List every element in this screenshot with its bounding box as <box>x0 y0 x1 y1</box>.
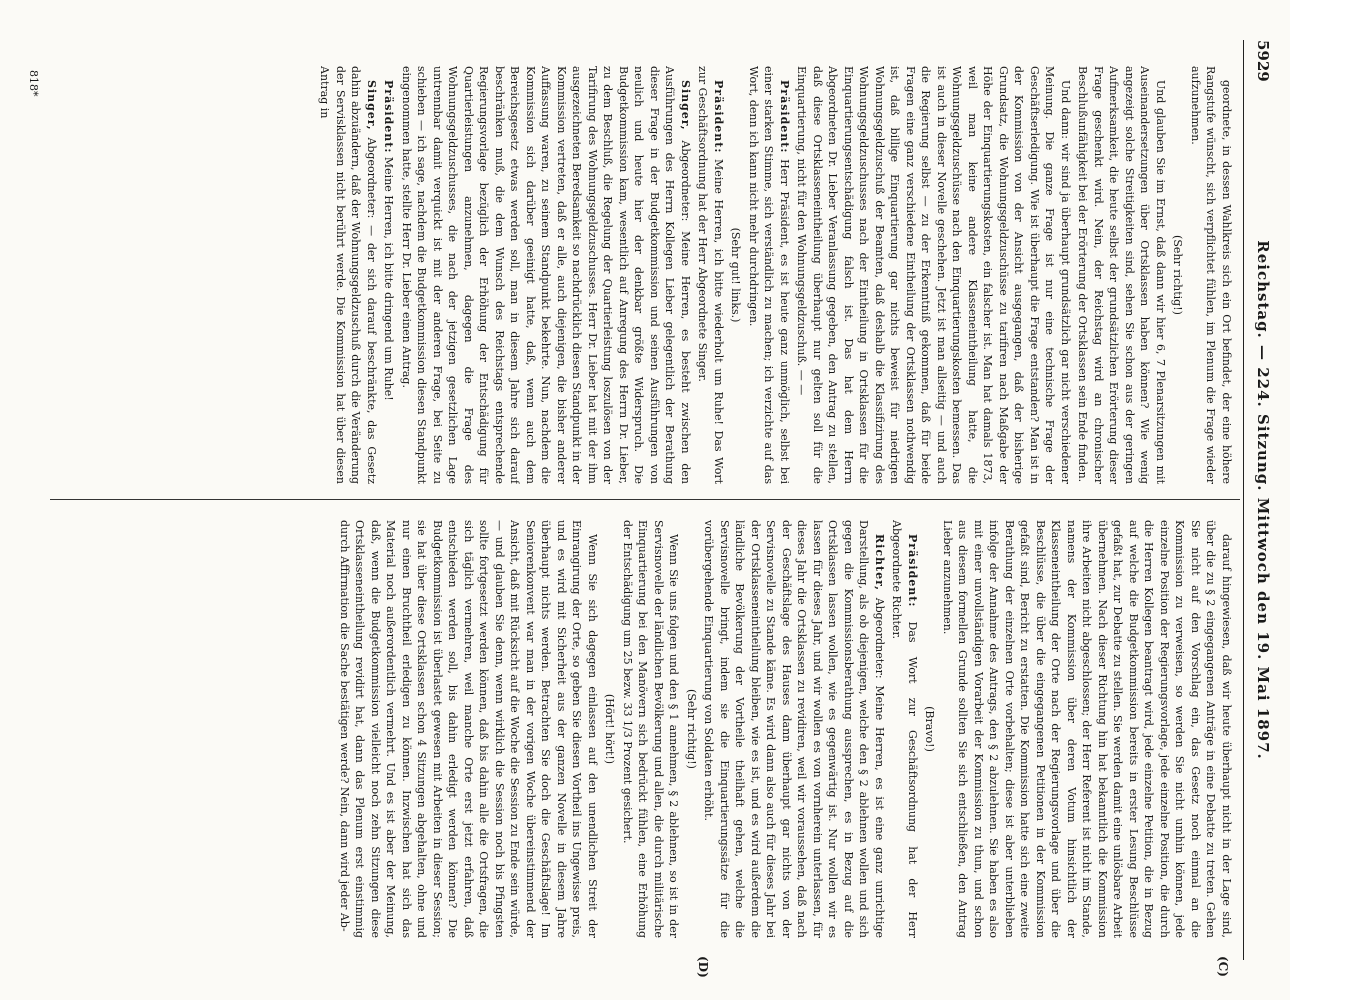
header-rule <box>1243 40 1244 960</box>
speaker-name: Präsident: <box>712 80 725 154</box>
paragraph <box>1075 66 1168 484</box>
speaker-name: Präsident: <box>906 534 919 608</box>
paragraph <box>695 66 726 484</box>
paragraph-text: Abgeordneter: — der sich darauf beschränkte, das Gesetz dahin abzuändern, daß der Wohnungsgeldzuschuß durch die Veränderung der Servisklassen nicht berührt werde. Die Kommission hat über diesen Antrag in <box>318 66 378 484</box>
paragraph-text: Das Wort zur Geschäftsordnung hat der Herr Abgeordnete Richter. <box>890 520 919 938</box>
paragraph <box>1188 66 1235 484</box>
paragraph <box>381 66 397 484</box>
speaker-name: Richter, <box>873 534 886 591</box>
speaker-name: Singer, <box>679 80 692 131</box>
paragraph-text: Meine Herren, ich bitte dringend um Ruhe! <box>382 156 396 401</box>
paragraph-text: geordnete, in dessen Wahlkreis sich ein Ort befindet, der eine höhere Rangstufe wünscht, sich verpflichtet fühlen, im Plenum die Frage wieder aufzunehmen. <box>1189 66 1233 484</box>
page-number: 5929 <box>1254 40 1272 82</box>
paragraph-text: (Sehr richtig!) <box>685 689 698 769</box>
paragraph-text: Herr Präsident, es ist heute ganz unmöglich, selbst bei einer starken Stimme, sich verständlich zu machen; ich verzichte auf das Wort, denn ich kann nicht mehr durchdringen. <box>747 66 791 484</box>
paragraph-text: Abgeordneter: Meine Herren, es besteht zwischen den Ausführungen des Herrn Kollegen Lieber gelegentlich der Berathung dieser Frage in der Budgetkommission und seinen Ausführungen von neulich und heute hier der denkbar größte Widerspruch. Die Budgetkommission kam, wesentlich auf Anregung des Herrn Dr. Lieber, zu dem Beschluß, die Regelung der Quartierleistung loszulösen von der Tarifirung des Wohnungsgeldzuschusses. Herr Dr. Lieber hat mit der ihm ausgezeichneten Beredsamkeit so nachdrücklich diesen Standpunkt in der Kommission vertreten, daß er alle, auch diejenigen, die bisher anderer Auffassung waren, zu seinem Standpunkt bekehrte. Nun, nachdem die Kommission sich darüber geeinigt hatte, daß, wenn auch dem Bereichsgesetz etwas werden soll, man in diesem Jahre sich darauf beschränken muß, die dem Wunsch des Reichstags entsprechende Regierungsvorlage bezüglich der Erhöhung der Entschädigung für Quartierleistungen anzunehmen, dagegen die Frage des Wohnungsgeldzuschusses, die nach der jetzigen gesetzlichen Lage untrennbar damit verquickt ist mit der anderen Frage, bei Seite zu schieben — ich sage, nachdem die Budgetkommission diesen Standpunkt eingenommen hatte, stellte Herr Dr. Lieber einen Antrag. <box>400 66 692 484</box>
margin-marker-d: (D) <box>696 956 710 978</box>
paragraph-text: Und glauben Sie im Ernst, daß dann wir hier 6, 7 Plenarsitzungen mit Auseinandersetzungen über Ortsklassen haben können? Wie wenig angezeigt solche Streitigkeiten sind, sehen Sie schon aus der geringen Aufmerksamkeit, die heute selbst der grundsätzlichen Erörterung dieser Frage geschenkt wird. Nein, der Reichstag wird an chronischer Beschlußunfähigkeit bei der Erörterung der Ortsklassen sein Ende finden. <box>1076 66 1167 484</box>
paragraph-text: (Bravo!) <box>923 706 937 752</box>
column-divider <box>50 499 1240 500</box>
paragraph <box>620 520 682 938</box>
margin-marker-c: (C) <box>1216 956 1230 977</box>
paragraph <box>337 520 601 938</box>
speaker-name: Präsident: <box>778 80 791 154</box>
paragraph <box>794 66 1073 484</box>
speaker-name: Singer, <box>365 80 378 131</box>
paragraph <box>940 520 1235 938</box>
page-title: Reichstag. — 224. Sitzung. Mittwoch den 19. Mai 1897. <box>1254 240 1272 760</box>
interjection <box>1170 66 1186 484</box>
paragraph <box>399 66 694 484</box>
page-footer: 818* <box>27 70 40 97</box>
interjection <box>684 520 700 938</box>
right-column <box>54 520 1234 938</box>
paragraph-text: (Sehr gut! links.) <box>729 227 743 323</box>
paragraph-text: darauf hingewiesen, daß wir heute überhaupt nicht in der Lage sind, über die zu § 2 eingegangenen Anträge in eine Debatte zu treten. Gehen Sie nicht auf den Vorschlag ein, das Gesetz noch einmal an die Kommission zu verweisen, so werden Sie nicht umhin können, jede einzelne Position der Regierungsvorlage, jede einzelne Position, die durch die Herren Kollegen beantragt wird, jede einzelne Petition, die in Bezug auf welche die Budgetkommission bereits in erster Lesung Beschlüsse gefaßt hat, zur Debatte zu stellen. Sie werden damit eine unlösbare Arbeit übernehmen. Nach dieser Richtung hin hat bekanntlich die Kommission ihre Arbeiten nicht abgeschlossen; der Herr Referent ist nicht im Stande, namens der Kommission über deren Votum hinsichtlich der Klasseneintheilung der Orte nach der Regierungsvorlage und über die Beschlüsse, die über die eingegangenen Petitionen in der Kommission gefaßt sind, Bericht zu erstatten. Die Kommission hatte sich eine zweite Berathung der einzelnen Orte vorbehalten; diese ist aber unterblieben infolge der Annahme des Antrags, den § 2 abzulehnen. Sie haben es also mit einer unvollständigen Vorarbeit der Kommission zu thun, und schon aus diesem formellen Grunde sollten Sie sich entschließen, den Antrag Lieber anzunehmen. <box>941 520 1233 938</box>
paragraph-text: Meine Herren, ich bitte wiederholt um Ruhe! Das Wort zur Geschäftsordnung hat der Herr Abgeordnete Singer. <box>696 66 725 484</box>
paragraph-text: Abgeordneter: Meine Herren, es ist eine ganz unrichtige Darstellung, als ob diejenigen, welche den § 2 ablehnen wollen und sich gegen die Kommissionsberathung aussprechen, es in Bezug auf die Ortsklassen lassen wollen, wie es gegenwärtig ist. Nur wollen wir es lassen für dieses Jahr, und wir wollen es von vornherein unterlassen, für dieses Jahr die Ortsklassen zu revidiren, weil wir voraussehen, daß nach der Geschäftslage des Hauses dann überhaupt gar nichts von der Servisnovelle zu Stande käme. Es wird dann also auch für dieses Jahr bei der Ortsklasseneintheilung bleiben, wie es ist, und es wird außerdem die ländliche Bevölkerung der Vortheile theilhaft gehen, welche die Servisnovelle bringt, indem sie die Einquartierungssätze für die vorübergehende Einquartierung von Soldaten erhöht. <box>702 520 886 938</box>
speaker-name: Präsident: <box>382 80 396 154</box>
paragraph-text: Und dann: wir sind ja überhaupt grundsätzlich gar nicht verschiedener Meinung. Die ganze Frage ist nur eine technische Frage der Geschäftserledigung. Wie ist überhaupt die Frage entstanden? Man ist in der Kommission von der Ansicht ausgegangen, daß der bisherige Grundsatz, die Wohnungsgeldzuschüsse zu tarifiren nach Maßgabe der Höhe der Einquartierungskosten, ein falscher ist. Man hat damals 1873, weil man keine andere Klasseneintheilung hatte, die Wohnungsgeldzuschüsse nach den Einquartierungskosten bemessen. Das ist auch in dieser Novelle geschehen. Jetzt ist man allseitig — und auch die Regierung selbst — zu der Erkenntniß gekommen, daß für beide Fragen eine ganz verschiedene Eintheilung der Ortsklassen nothwendig ist, daß billige Einquartierung gar nichts beweist für niedrigen Wohnungsgeldzuschuß der Beamten, daß deshalb die Klassifizirung des Wohnungsgeldzuschusses nach der Eintheilung in Ortsklassen für die Einquartierungsentschädigung falsch ist. Das hat dem Herrn Abgeordneten Dr. Lieber Veranlassung gegeben, den Antrag zu stellen, daß diese Ortsklasseneintheilung überhaupt nur gelten soll für die Einquartierung, nicht für den Wohnungsgeldzuschuß. — — <box>795 66 1072 484</box>
paragraph <box>317 66 379 484</box>
paragraph <box>889 520 920 938</box>
left-column <box>54 66 1234 484</box>
page-header <box>1246 40 1272 960</box>
paragraph-text: (Hört! hört!) <box>603 693 617 765</box>
paragraph-text: (Sehr richtig!) <box>1171 235 1185 315</box>
paragraph <box>701 520 887 938</box>
paragraph <box>746 66 793 484</box>
interjection <box>602 520 618 938</box>
interjection <box>922 520 938 938</box>
interjection <box>728 66 744 484</box>
paragraph-text: Wenn Sie uns folgen und den § 1 annehmen, § 2 ablehnen, so ist in der Servisnovelle der ländlichen Bevölkerung und allen, die durch militärische Einquartierung bei den Manövern sich bedrückt fühlen, eine Erhöhung der Entschädigung um 25 bezw. 33 1/3 Prozent gesichert. <box>621 520 681 938</box>
paragraph-text: Wenn Sie sich dagegen einlassen auf den unendlichen Streit der Einrangirung der Orte, so geben Sie diesen Vortheil ins Ungewisse preis, und es wird mit Sicherheit aus der ganzen Novelle in diesem Jahre überhaupt nichts werden. Betrachten Sie doch die Geschäftslage! Im Seniorenkonvent war man in der vorigen Woche übereinstimmend der Ansicht, daß mit Rücksicht auf die Woche die Session zu Ende sein würde, — und glauben Sie denn, wenn wirklich die Session noch bis Pfingsten sollte fortgesetzt werden können, daß bis dahin alle die Ortsfragen, die sich täglich vermehren, weil manche Orte erst jetzt erfahren, daß entschieden werden soll, bis dahin erledigt werden können? Die Budgetkommission ist überlastet gewesen mit Arbeiten in dieser Session; sie hat über diese Ortsklassen schon 4 Sitzungen abgehalten, ohne und nur einen Bruchtheil erledigen zu können. Inzwischen hat sich das Material noch außerordentlich vermehrt. Und es ist aber der Meinung, daß, wenn die Budgetkommission vielleicht noch zehn Sitzungen diese Ortsklasseneintheilung revidirt hat, dann das Plenum erst einstimmig durch Affirmation die Sache bestätigen werde? Nein, dann wird jeder Ab- <box>338 520 599 938</box>
